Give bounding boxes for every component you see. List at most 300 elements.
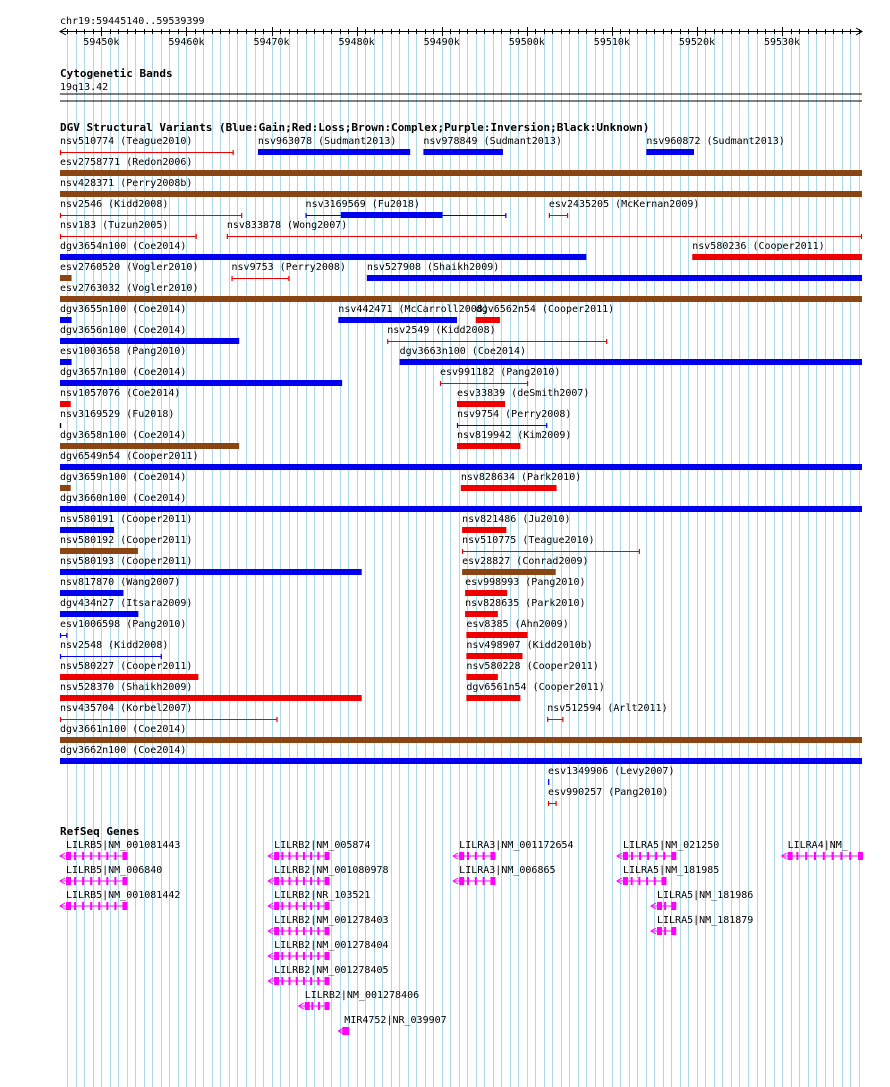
dgv-variant-label: dgv3654n100 (Coe2014) xyxy=(60,241,187,252)
dgv-variant-bar xyxy=(60,338,239,344)
dgv-variant[interactable] xyxy=(232,262,346,281)
gene-exon xyxy=(281,927,283,935)
dgv-variant-label: esv998993 (Pang2010) xyxy=(465,577,586,588)
gene-exon xyxy=(317,852,319,860)
dgv-variant[interactable] xyxy=(646,136,784,155)
refseq-genes-track xyxy=(60,840,863,1035)
dgv-variant-bar xyxy=(423,149,503,155)
gene-exon xyxy=(631,852,633,860)
refseq-gene[interactable] xyxy=(268,840,370,860)
dgv-variant[interactable] xyxy=(465,598,585,617)
gene-exon xyxy=(325,1002,330,1010)
gene-exon xyxy=(305,1002,310,1010)
gene-exon xyxy=(325,902,330,910)
ruler-tick-label: 59470k xyxy=(253,37,290,48)
dgv-variant-label: nsv498907 (Kidd2010b) xyxy=(466,640,593,651)
gene-exon xyxy=(317,977,319,985)
gene-exon xyxy=(311,1002,313,1010)
gene-exon xyxy=(814,852,816,860)
gene-exon xyxy=(318,1002,320,1010)
gene-exon xyxy=(342,1027,347,1035)
gene-exon xyxy=(467,852,469,860)
dgv-variant-label: nsv580193 (Cooper2011) xyxy=(60,556,193,567)
dgv-variant-label: nsv828634 (Park2010) xyxy=(460,472,582,483)
gene-exon xyxy=(671,852,676,860)
gene-exon xyxy=(325,852,330,860)
refseq-gene-label: LILRB2|NM_001278403 xyxy=(274,915,389,926)
gene-exon xyxy=(274,927,279,935)
dgv-variant-bar xyxy=(60,506,862,512)
refseq-gene-label: LILRB2|NM_001278404 xyxy=(274,940,389,951)
dgv-variant-bar xyxy=(60,317,72,323)
dgv-variant[interactable] xyxy=(60,661,198,680)
dgv-variant-label: nsv580227 (Cooper2011) xyxy=(60,661,193,672)
gene-exon xyxy=(654,877,656,885)
gene-exon xyxy=(114,902,116,910)
dgv-variant-bar xyxy=(60,548,138,554)
dgv-variant-bar xyxy=(457,401,505,407)
gene-exon xyxy=(281,902,283,910)
refseq-gene[interactable] xyxy=(338,1015,446,1035)
dgv-variant-bar xyxy=(476,317,500,323)
refseq-gene[interactable] xyxy=(268,865,388,885)
dgv-variant-bar xyxy=(60,359,72,365)
dgv-variant[interactable] xyxy=(457,430,571,449)
gene-exon xyxy=(114,852,116,860)
gene-exon xyxy=(317,902,319,910)
refseq-gene-label: LILRB2|NM_001278406 xyxy=(304,990,420,1001)
dgv-variant-label: dgv3655n100 (Coe2014) xyxy=(60,304,187,315)
dgv-variant-label: nsv512594 (Arlt2011) xyxy=(547,703,668,714)
gene-exon xyxy=(281,877,283,885)
gene-exon xyxy=(317,927,319,935)
refseq-gene-label: LILRB5|NM_006840 xyxy=(66,865,163,876)
gene-exon xyxy=(289,977,291,985)
ruler-tick-label: 59460k xyxy=(168,37,205,48)
ruler-tick-label: 59450k xyxy=(83,37,120,48)
dgv-variant-bar xyxy=(367,275,862,281)
dgv-variant-label: dgv3659n100 (Coe2014) xyxy=(60,472,187,483)
gene-exon xyxy=(296,852,298,860)
gene-exon xyxy=(106,852,108,860)
refseq-gene-label: LILRA5|NM_021250 xyxy=(622,840,720,851)
gene-exon xyxy=(74,902,76,910)
dgv-variant-label: esv1006598 (Pang2010) xyxy=(60,619,187,630)
dgv-variant-bar xyxy=(462,569,556,575)
refseq-gene-label: LILRA5|NM_181986 xyxy=(656,890,754,901)
dgv-variant-bar xyxy=(60,569,362,575)
dgv-variant[interactable] xyxy=(466,640,592,659)
dgv-variant-label: esv2760520 (Vogler2010) xyxy=(60,262,199,273)
gene-exon xyxy=(475,852,477,860)
dgv-variant-label: esv1003658 (Pang2010) xyxy=(60,346,187,357)
gene-exon xyxy=(840,852,842,860)
refseq-gene[interactable] xyxy=(299,990,419,1010)
dgv-variant-bar xyxy=(60,464,862,470)
dgv-variant[interactable] xyxy=(338,304,489,323)
dgv-variant-bar xyxy=(258,149,410,155)
gene-exon xyxy=(646,877,648,885)
gene-exon xyxy=(317,877,319,885)
dgv-variant[interactable] xyxy=(423,136,561,155)
gene-exon xyxy=(823,852,825,860)
dgv-variant-bar xyxy=(60,443,239,449)
gene-exon xyxy=(661,877,666,885)
dgv-variant-label: nsv527908 (Shaikh2009) xyxy=(366,262,500,273)
gene-exon xyxy=(310,877,312,885)
dgv-variant-bar xyxy=(60,674,198,680)
dgv-variant-label: nsv960872 (Sudmant2013) xyxy=(646,136,785,147)
dgv-variant[interactable] xyxy=(341,212,443,218)
gene-exon xyxy=(66,852,71,860)
gene-exon xyxy=(274,952,279,960)
dgv-variant[interactable] xyxy=(60,388,180,407)
dgv-variant-bar xyxy=(692,254,862,260)
refseq-gene[interactable] xyxy=(60,840,180,860)
dgv-variant-label: esv2763032 (Vogler2010) xyxy=(60,283,199,294)
refseq-gene[interactable] xyxy=(651,915,753,935)
dgv-variant[interactable] xyxy=(466,619,568,638)
gene-exon xyxy=(858,852,863,860)
gene-exon xyxy=(483,852,485,860)
dgv-variant[interactable] xyxy=(457,409,571,428)
gene-exon xyxy=(475,877,477,885)
dgv-variant[interactable] xyxy=(367,262,862,281)
dgv-variant-bar xyxy=(400,359,862,365)
refseq-gene[interactable] xyxy=(268,890,370,910)
gene-exon xyxy=(303,952,305,960)
dgv-variant[interactable] xyxy=(60,682,362,701)
gene-exon xyxy=(459,877,464,885)
dgv-variant-bar xyxy=(60,275,72,281)
gene-exon xyxy=(90,852,92,860)
dgv-variant-label: esv28827 (Conrad2009) xyxy=(462,556,589,567)
dgv-variant-bar xyxy=(338,317,457,323)
refseq-gene-label: LILRB2|NR_103521 xyxy=(274,890,371,901)
gene-exon xyxy=(289,902,291,910)
gene-exon xyxy=(310,902,312,910)
gene-exon xyxy=(310,977,312,985)
gene-exon xyxy=(114,877,116,885)
refseq-gene-label: LILRB5|NM_001081443 xyxy=(66,840,181,851)
dgv-variant-label: dgv3663n100 (Coe2014) xyxy=(399,346,527,357)
refseq-gene-label: LILRB5|NM_001081442 xyxy=(66,890,181,901)
dgv-variant-label: nsv580228 (Cooper2011) xyxy=(466,661,599,672)
gene-exon xyxy=(82,852,84,860)
dgv-variant[interactable] xyxy=(60,619,186,638)
dgv-variant-label: nsv510775 (Teague2010) xyxy=(462,535,595,546)
dgv-variant-bar xyxy=(60,380,342,386)
gene-exon xyxy=(325,977,330,985)
gene-exon xyxy=(303,877,305,885)
dgv-variant[interactable] xyxy=(60,304,186,323)
gene-exon xyxy=(303,977,305,985)
dgv-variant[interactable] xyxy=(60,703,277,722)
dgv-variant-bar xyxy=(548,779,549,785)
dgv-variant[interactable] xyxy=(547,703,667,722)
refseq-gene-label: LILRA4|NM_ xyxy=(787,840,848,851)
refseq-gene[interactable] xyxy=(453,865,555,885)
dgv-variant-bar xyxy=(60,695,362,701)
dgv-variant[interactable] xyxy=(60,535,192,554)
dgv-variant-bar xyxy=(462,527,506,533)
gene-exon xyxy=(98,852,100,860)
dgv-variant[interactable] xyxy=(60,199,242,218)
refseq-gene-label: LILRB2|NM_005874 xyxy=(274,840,371,851)
dgv-variant-label: nsv510774 (Teague2010) xyxy=(60,136,193,147)
ruler-tick-label: 59500k xyxy=(508,37,545,48)
dgv-variant-label: dgv3657n100 (Coe2014) xyxy=(60,367,187,378)
dgv-variant-bar xyxy=(60,737,862,743)
cytoband-label: 19q13.42 xyxy=(60,82,109,93)
dgv-variant[interactable] xyxy=(692,241,862,260)
dgv-variant[interactable] xyxy=(60,451,862,470)
gene-exon xyxy=(655,852,657,860)
dgv-variant-bar xyxy=(60,485,71,491)
gene-exon xyxy=(296,952,298,960)
dgv-variant-bar xyxy=(466,653,522,659)
gene-exon xyxy=(788,852,793,860)
gene-exon xyxy=(638,877,640,885)
dgv-variant[interactable] xyxy=(461,472,581,491)
dgv-variant-label: nsv817870 (Wang2007) xyxy=(60,577,181,588)
dgv-variant-label: dgv3658n100 (Coe2014) xyxy=(60,430,187,441)
refseq-gene[interactable] xyxy=(617,840,719,860)
gene-exon xyxy=(66,877,71,885)
dgv-variant[interactable] xyxy=(258,136,410,155)
cytoband-track-title: Cytogenetic Bands xyxy=(60,67,173,80)
gene-exon xyxy=(849,852,851,860)
dgv-variant-label: nsv1057076 (Coe2014) xyxy=(60,388,181,399)
gene-exon xyxy=(623,877,628,885)
dgv-variant-label: nsv428371 (Perry2008b) xyxy=(60,178,193,189)
refseq-gene[interactable] xyxy=(651,890,753,910)
coordinate-ruler xyxy=(60,27,862,48)
gene-exon xyxy=(310,852,312,860)
gene-exon xyxy=(623,852,628,860)
gene-exon xyxy=(66,902,71,910)
dgv-variant-label: esv2758771 (Redon2006) xyxy=(60,157,193,168)
dgv-variant-bar xyxy=(60,758,862,764)
dgv-variant-label: dgv3662n100 (Coe2014) xyxy=(60,745,187,756)
dgv-variant[interactable] xyxy=(462,514,570,533)
dgv-variant-label: dgv6562n54 (Cooper2011) xyxy=(475,304,615,315)
dgv-variant[interactable] xyxy=(60,598,192,617)
dgv-variant[interactable] xyxy=(60,556,362,575)
dgv-variant-label: dgv6561n54 (Cooper2011) xyxy=(466,682,605,693)
dgv-variant-label: esv990257 (Pang2010) xyxy=(548,787,669,798)
gene-exon xyxy=(663,852,665,860)
refseq-gene[interactable] xyxy=(617,865,719,885)
gene-exon xyxy=(657,902,662,910)
dgv-variant-bar xyxy=(466,674,497,680)
region-label: chr19:59445140..59539399 xyxy=(60,16,205,27)
refseq-gene[interactable] xyxy=(268,940,388,960)
refseq-gene[interactable] xyxy=(60,890,180,910)
dgv-variant[interactable] xyxy=(60,514,192,533)
gene-exon xyxy=(325,952,330,960)
dgv-variant[interactable] xyxy=(60,577,180,596)
ruler-tick-label: 59510k xyxy=(593,37,630,48)
gene-exon xyxy=(296,977,298,985)
refseq-gene[interactable] xyxy=(268,915,388,935)
dgv-variant[interactable] xyxy=(60,724,862,743)
gene-exon xyxy=(631,877,633,885)
dgv-variant[interactable] xyxy=(387,325,607,344)
dgv-variant[interactable] xyxy=(60,262,198,281)
dgv-variant[interactable] xyxy=(440,367,560,386)
dgv-variant[interactable] xyxy=(465,577,585,596)
gene-exon xyxy=(82,902,84,910)
dgv-variant-label: nsv9753 (Perry2008) xyxy=(231,262,346,273)
gene-exon xyxy=(796,852,798,860)
dgv-variant[interactable] xyxy=(60,283,862,302)
refseq-gene[interactable] xyxy=(60,865,162,885)
gene-exon xyxy=(98,877,100,885)
dgv-variant[interactable] xyxy=(60,640,168,659)
refseq-gene-label: LILRB2|NM_001080978 xyxy=(274,865,389,876)
dgv-variant-label: nsv3169529 (Fu2018) xyxy=(60,409,175,420)
dgv-variant-label: dgv3660n100 (Coe2014) xyxy=(60,493,187,504)
dgv-variant[interactable] xyxy=(60,220,197,239)
dgv-variant[interactable] xyxy=(549,199,700,218)
refseq-track-title: RefSeq Genes xyxy=(60,825,140,838)
dgv-variant-bar xyxy=(466,632,527,638)
dgv-variant-label: nsv833878 (Wong2007) xyxy=(226,220,348,231)
dgv-variant[interactable] xyxy=(60,346,186,365)
dgv-variant[interactable] xyxy=(462,535,640,554)
gene-exon xyxy=(310,952,312,960)
dgv-variant-bar xyxy=(466,695,520,701)
dgv-variant-label: nsv819942 (Kim2009) xyxy=(457,430,572,441)
dgv-variant-bar xyxy=(341,212,443,218)
gene-exon xyxy=(74,852,76,860)
dgv-variant-bar xyxy=(60,401,71,407)
gene-exon xyxy=(74,877,76,885)
dgv-variant[interactable] xyxy=(548,766,674,785)
ruler-tick-label: 59480k xyxy=(338,37,375,48)
dgv-variant-bar xyxy=(60,590,123,596)
dgv-variant-label: dgv3656n100 (Coe2014) xyxy=(60,325,187,336)
dgv-variant-bar xyxy=(646,149,694,155)
dgv-variant-label: nsv828635 (Park2010) xyxy=(465,598,586,609)
gene-exon xyxy=(325,927,330,935)
gene-exon xyxy=(490,877,495,885)
dgv-variant[interactable] xyxy=(60,178,862,197)
gene-exon xyxy=(274,852,279,860)
gene-exon xyxy=(296,877,298,885)
dgv-variant[interactable] xyxy=(60,472,186,491)
dgv-variant-label: nsv435704 (Korbel2007) xyxy=(60,703,193,714)
gene-exon xyxy=(317,952,319,960)
gene-exon xyxy=(832,852,834,860)
gene-exon xyxy=(122,877,127,885)
dgv-variant[interactable] xyxy=(60,745,862,764)
dgv-variant-label: nsv2549 (Kidd2008) xyxy=(387,325,496,336)
gene-exon xyxy=(122,902,127,910)
gene-exon xyxy=(274,977,279,985)
gene-exon xyxy=(98,902,100,910)
gene-exon xyxy=(289,952,291,960)
gene-exon xyxy=(90,877,92,885)
gene-exon xyxy=(303,902,305,910)
gene-exon xyxy=(664,927,666,935)
refseq-gene[interactable] xyxy=(268,965,388,985)
dgv-variant-label: esv8385 (Ahn2009) xyxy=(466,619,569,630)
gene-exon xyxy=(647,852,649,860)
gene-exon xyxy=(122,852,127,860)
dgv-variant-label: esv1349906 (Levy2007) xyxy=(548,766,675,777)
gene-exon xyxy=(490,852,495,860)
ruler-tick-label: 59490k xyxy=(423,37,460,48)
dgv-track-title: DGV Structural Variants (Blue:Gain;Red:Loss;Brown:Complex;Purple:Inversion;Black:Unknown) xyxy=(60,121,650,134)
dgv-variant[interactable] xyxy=(60,367,342,386)
dgv-variant[interactable] xyxy=(400,346,862,365)
dgv-variant-bar xyxy=(60,611,138,617)
dgv-variant-label: nsv3169569 (Fu2018) xyxy=(305,199,420,210)
dgv-variant-bar xyxy=(60,527,114,533)
dgv-variant-bar xyxy=(465,611,498,617)
refseq-gene-label: LILRB2|NM_001278405 xyxy=(274,965,389,976)
gene-exon xyxy=(459,852,464,860)
dgv-variant-label: esv33839 (deSmith2007) xyxy=(457,388,590,399)
dgv-variant[interactable] xyxy=(60,136,234,155)
gene-exon xyxy=(106,902,108,910)
gene-exon xyxy=(671,927,676,935)
dgv-variant-label: nsv963078 (Sudmant2013) xyxy=(257,136,397,147)
dgv-variant-label: esv991182 (Pang2010) xyxy=(439,367,561,378)
gene-exon xyxy=(281,952,283,960)
dgv-variant-bar xyxy=(60,191,862,197)
refseq-gene-label: MIR4752|NR_039907 xyxy=(344,1015,447,1026)
gene-exon xyxy=(106,877,108,885)
gene-exon xyxy=(281,977,283,985)
dgv-variant-label: dgv3661n100 (Coe2014) xyxy=(60,724,187,735)
dgv-structural-variants-track xyxy=(60,136,862,806)
gene-exon xyxy=(639,852,641,860)
dgv-variant-label: dgv6549n54 (Cooper2011) xyxy=(60,451,199,462)
gene-exon xyxy=(296,902,298,910)
gene-exon xyxy=(805,852,807,860)
dgv-variant-label: nsv442471 (McCarroll2008) xyxy=(338,304,489,315)
gene-exon xyxy=(289,852,291,860)
refseq-gene[interactable] xyxy=(453,840,573,860)
dgv-variant[interactable] xyxy=(60,157,862,176)
refseq-gene-label: LILRA3|NM_006865 xyxy=(459,865,556,876)
dgv-variant-label: nsv9754 (Perry2008) xyxy=(457,409,572,420)
gene-exon xyxy=(303,927,305,935)
gene-exon xyxy=(303,852,305,860)
gene-exon xyxy=(467,877,469,885)
dgv-variant-label: nsv978849 (Sudmant2013) xyxy=(423,136,562,147)
dgv-variant-bar xyxy=(60,296,862,302)
dgv-variant-label: nsv580192 (Cooper2011) xyxy=(60,535,193,546)
dgv-variant-label: nsv2548 (Kidd2008) xyxy=(60,640,169,651)
refseq-gene-label: LILRA5|NM_181985 xyxy=(622,865,720,876)
dgv-variant[interactable] xyxy=(548,787,668,806)
dgv-variant[interactable] xyxy=(60,493,862,512)
dgv-variant-bar xyxy=(60,254,586,260)
gene-exon xyxy=(274,902,279,910)
gene-exon xyxy=(90,902,92,910)
gene-exon xyxy=(664,902,666,910)
gene-exon xyxy=(483,877,485,885)
dgv-variant-label: nsv2546 (Kidd2008) xyxy=(60,199,169,210)
dgv-variant[interactable] xyxy=(60,409,174,428)
dgv-variant-bar xyxy=(465,590,507,596)
dgv-variant-bar xyxy=(461,485,557,491)
gene-exon xyxy=(310,927,312,935)
